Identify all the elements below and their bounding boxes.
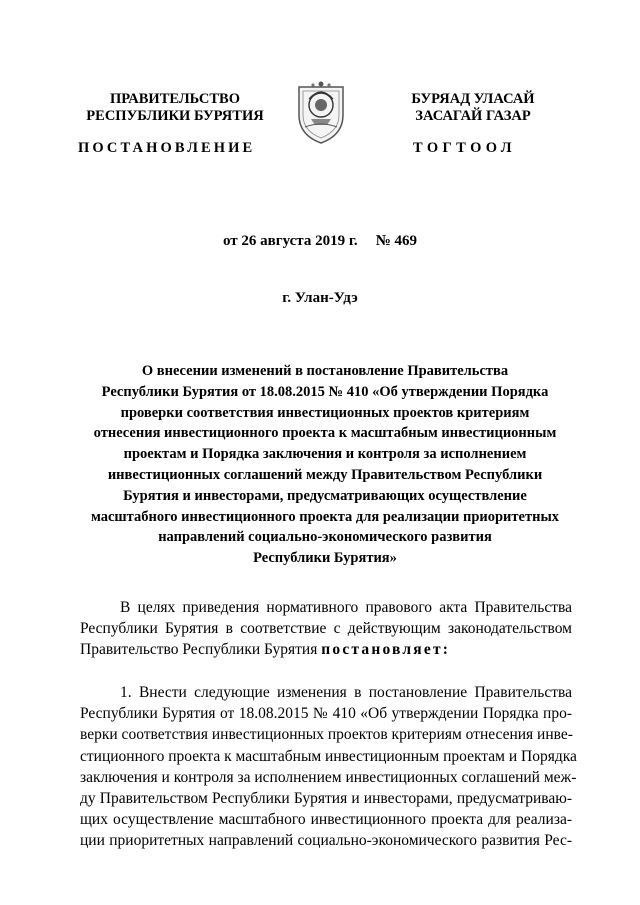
resolves-word: постановляет: [321,641,451,659]
decree-title-bua: ТОГТООЛ [413,140,516,156]
heading-line: инвестиционных соглашений между Правительством Республики [107,466,543,483]
header-left-line2: РЕСПУБЛИКИ БУРЯТИЯ [86,108,264,124]
decree-date: от 26 августа 2019 г. [222,233,358,249]
preamble-paragraph [80,597,572,661]
body-line-start: Правительство Республики Бурятия [80,641,322,659]
heading-line: направлений социально-экономического развития [158,529,492,546]
heading-line: Республики Бурятия от 18.08.2015 № 410 «Об утверждении Порядка [101,383,549,400]
heading-line: отнесения инвестиционного проекта к масштабным инвестиционным [93,425,557,442]
decree-heading [80,361,570,569]
body-line: верки соответствия инвестиционных проектов критериям отнесения инве- [80,726,573,744]
heading-line: Республики Бурятия» [253,550,397,567]
decree-number: № 469 [375,233,418,249]
heading-line: масштабного инвестиционного проекта для реализации приоритетных [90,508,560,525]
body-line: Республики Бурятия в соответствие с действующим законодательством [80,620,572,638]
body-line: В целях приведения нормативного правового акта Правительства [120,599,572,616]
body-line [80,639,572,660]
heading-line: проектам и Порядка заключения и контроля за исполнением [123,446,527,463]
body-line: 1. Внести следующие изменения в постановление Правительства [120,684,572,701]
heading-line: О внесении изменений в постановление Правительства [141,363,509,379]
coat-of-arms-icon [291,75,351,145]
header-left-line1: ПРАВИТЕЛЬСТВО [110,91,240,107]
body-line: ду Правительством Республики Бурятия и инвесторами, предусматриваю- [80,790,572,808]
city: г. Улан-Удэ [282,290,358,306]
header-right-line1: БУРЯАД УЛАСАЙ [411,91,535,107]
heading-line: Бурятия и инвесторами, предусматривающих осуществление [123,487,527,504]
body-line: стиционного проекта к масштабным инвестиционным проектам и Порядка [80,747,577,765]
date-line [0,233,640,250]
decree-title-ru: ПОСТАНОВЛЕНИЕ [78,140,256,156]
body-line: Республики Бурятия от 18.08.2015 № 410 «Об утверждении Порядка про- [80,705,572,723]
item-1-paragraph [80,682,577,852]
header-right [378,91,568,125]
header-left [80,91,270,125]
body-line: ции приоритетных направлений социально-экономического развития Рес- [80,832,572,850]
body-line: заключения и контроля за исполнением инвестиционных соглашений меж- [80,768,577,786]
header-right-line2: ЗАСАГАЙ ГАЗАР [415,108,531,124]
heading-line: проверки соответствия инвестиционных проектов критериям [120,404,530,421]
body-line: щих осуществление масштабного инвестиционного проекта для реализа- [80,811,572,829]
